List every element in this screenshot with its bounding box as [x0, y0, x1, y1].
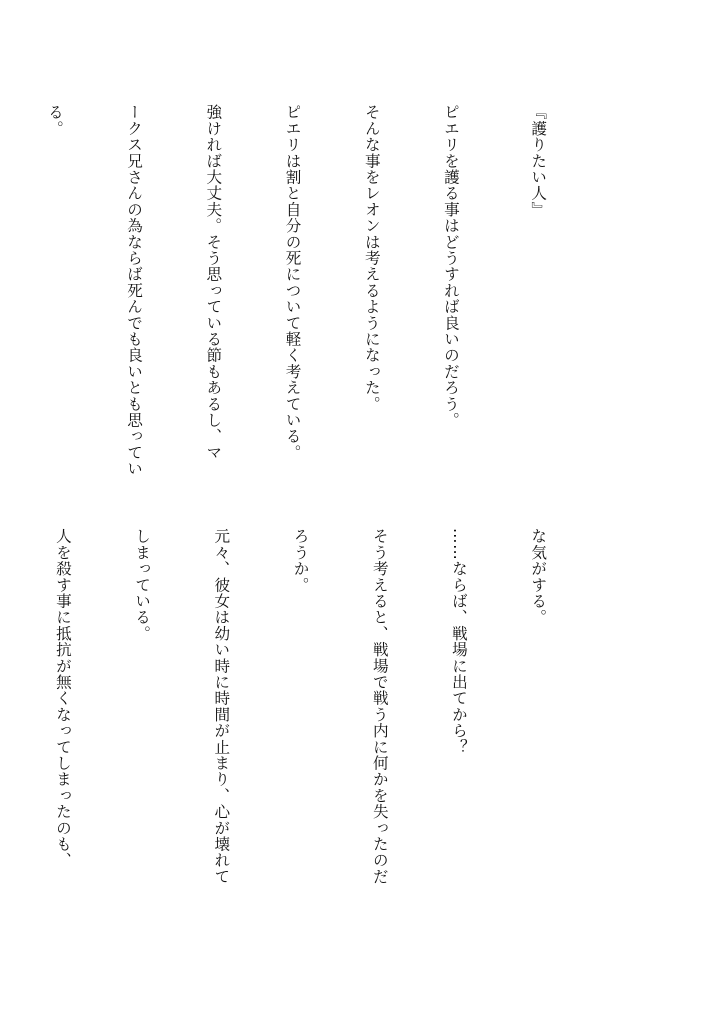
text-line: ……ならば、戦場に出てから？ — [449, 528, 468, 755]
upper-text-block — [45, 104, 604, 509]
text-line: そう考えると、戦場で戦う内に何かを失ったのだ — [370, 528, 389, 885]
text-line: ピエリは割と自分の死について軽く考えている。 — [283, 104, 302, 461]
text-line: ークス兄さんの為ならば死んでも良いとも思ってい — [125, 104, 144, 477]
text-line: ろうか。 — [291, 528, 310, 593]
chapter-title: 『護りたい人』 — [529, 104, 548, 218]
text-line: ピエリを護る事はどうすれば良いのだろう。 — [441, 104, 460, 428]
text-line: な気がする。 — [529, 528, 548, 626]
text-line: 人を殺す事に抵抗が無くなってしまったのも、 — [53, 528, 72, 869]
text-line: そんな事をレオンは考えるようになった。 — [362, 104, 381, 412]
lower-text-block — [53, 528, 604, 938]
text-line: 強ければ大丈夫。そう思っている節もあるし、マ — [204, 104, 223, 461]
text-line: る。 — [45, 104, 64, 137]
text-line: 元々、彼女は幼い時に時間が止まり、心が壊れて — [212, 528, 231, 885]
text-line: しまっている。 — [133, 528, 152, 642]
